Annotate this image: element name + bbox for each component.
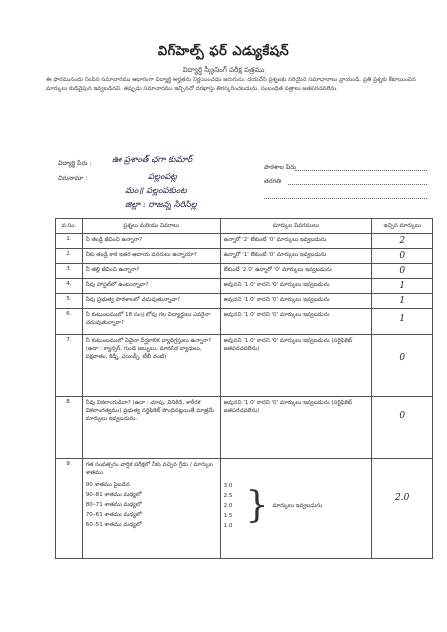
table-row (56, 309, 433, 335)
table-row (56, 249, 433, 264)
instructions-paragraph: ఈ ఫారమునందు నింపిన సమాచారము ఆధారంగా విద్యార్థి అర్హతను నిర్ణయించడం జరుగును. దయచేసి ప్రశ్నలకు సరియైన సమాధానాలు వ్రాయండి. ప్రతి ప్రశ్నకు కేటాయించిన మార్కులు కుడివైపున ఇవ్వబడినవి. తప్పుడు సమాచారము ఇచ్చినచో దరఖాస్తు తిరస్కరించబడును. సంబంధిత పత్రాలు జతపరచవలెను. (46, 77, 416, 93)
row-question: నీ తండ్రి జీవించి ఉన్నారా? (82, 234, 220, 249)
row-score: 1 (399, 296, 406, 306)
row-score: 0 (399, 266, 406, 276)
row-score: 2.0 (395, 493, 410, 503)
curly-brace: } (245, 485, 269, 526)
table-row (56, 264, 433, 279)
row-marks-rule: లేకుంటే '2.0' ఉన్నారో '0' మార్కులు ఇవ్వబడును (220, 264, 372, 279)
table-row (56, 234, 433, 249)
header-question: ప్రశ్నలు మరియు వివరాలు (82, 219, 220, 234)
row-score: 1 (399, 314, 406, 324)
grade-range: 90–81 శాతము మధ్యలో (85, 492, 142, 498)
row-score: 2 (399, 236, 406, 246)
row-question: నీ కుటుంబములో 18 సం॥ లోపు గల విద్యార్థులు ఎవరైనా చదువుతున్నారా? (82, 309, 220, 335)
header-serial: వ.సం. (56, 219, 83, 234)
table-row (56, 335, 433, 397)
row-number: 2. (56, 249, 83, 264)
row-score: 0 (399, 353, 406, 363)
grade-points: 1.0 (223, 523, 233, 529)
row-question: నీ తల్లి జీవించి ఉన్నారా? (82, 264, 220, 279)
table-row (56, 459, 433, 559)
blank-line (264, 198, 427, 199)
address-label: చిరునామా : (58, 175, 88, 182)
school-name-label: పాఠశాల పేరు (264, 164, 297, 171)
row-marks-rule: అవునని '1.0' కాదని '0' మార్కులు ఇవ్వబడును (220, 294, 372, 309)
school-name-line (295, 170, 427, 171)
address-line-2: మం॥ పల్లంపకుంట (125, 186, 187, 196)
header-given-marks: ఇచ్చిన మార్కులు (372, 219, 433, 234)
grade-points: 2.5 (223, 493, 233, 499)
row-number: 7. (56, 335, 83, 397)
row-question: నీవు హాస్టల్‌లో ఉంటున్నావా? (82, 279, 220, 294)
row-number: 9. (56, 459, 83, 559)
row-marks-rule: ఉన్నారో '1' లేకుంటే '0' మార్కులు ఇవ్వబడును (220, 249, 372, 264)
class-line (288, 184, 427, 185)
row-question: నీ కుటుంబములో ఏవైనా దీర్ఘకాలిక వ్యాధిగ్రస్తులు ఉన్నారా? (ఉదా : క్యాన్సర్, గుండె జబ్బులు, మానసిక వ్యాధులు, పక్షవాతం, కిడ్నీ, ఎయిడ్స్, టీబీ వంటి) (82, 335, 220, 397)
row-marks-rule: అవునని '1.0' కాదని '0' మార్కులు ఇవ్వబడును (సర్టిఫికెట్ జతపరచవలెను) (220, 335, 372, 397)
row-number: 3. (56, 264, 83, 279)
address-line-3: జిల్లా : రాజన్న సిరిసిల్ల (125, 200, 197, 210)
row-marks-rule: ఉన్నారో '2' లేకుంటే '0' మార్కులు ఇవ్వబడును (220, 234, 372, 249)
row-question (82, 459, 220, 559)
table-row (56, 397, 433, 459)
row-marks-rule: అవునని '1.0' కాదని '0' మార్కులు ఇవ్వబడును (220, 309, 372, 335)
grade-range: 60–51 శాతము మధ్యలో (85, 522, 142, 528)
row-marks-rule: అవునని '1.0' కాదని '0' మార్కులు ఇవ్వబడును (220, 279, 372, 294)
row-number: 4. (56, 279, 83, 294)
row-number: 5. (56, 294, 83, 309)
row-number: 6. (56, 309, 83, 335)
marks-table (55, 218, 433, 559)
table-row (56, 294, 433, 309)
student-name-label: విద్యార్థి పేరు : (58, 160, 92, 167)
row-question: నీకు తండ్రి కాక ఇతర ఆదాయ వనరులు ఉన్నాయా? (82, 249, 220, 264)
grade-points: 3.0 (223, 483, 233, 489)
grade-range: 80–71 శాతము మధ్యలో (85, 502, 142, 508)
table-row (56, 279, 433, 294)
row-number: 1. (56, 234, 83, 249)
row-score: 0 (399, 411, 406, 421)
header-marks-details: మార్కుల వివరములు (220, 219, 372, 234)
row-question: నీవు ప్రభుత్వ పాఠశాలలో చదువుతున్నావా? (82, 294, 220, 309)
class-label: తరగతి (264, 178, 281, 185)
grade-points: 1.5 (223, 513, 233, 519)
row-marks-rule (220, 459, 372, 559)
grade-range: 70–61 శాతము మధ్యలో (85, 512, 142, 518)
row-score: 1 (399, 281, 406, 291)
row-score: 0 (399, 251, 406, 261)
row-marks-rule: అవునని '1.0' కాదని '0' మార్కులు ఇవ్వబడును (సర్టిఫికెట్ జతపరచవలెను) (220, 397, 372, 459)
table-header-row (56, 219, 433, 234)
student-name-value: ఊ ప్రశాంత్ ఛగా కుమార్ (112, 155, 193, 165)
form-subtitle: విద్యార్థి స్క్రీనింగ్ పరీక్ష పత్రము (182, 66, 265, 74)
row-question: నీవు వికలాంగుడివా? (ఉదా : చూపు, వినికిడి, శారీరక వికలాంగత్వము) ప్రభుత్వ సర్టిఫికెట్ పొందినట్లయితే మాత్రమే మార్కులు ఇవ్వబడును. (82, 397, 220, 459)
grade-question: గత సంవత్సరం వార్షిక పరీక్షలో నీకు వచ్చిన గ్రేడు / మార్కుల శాతము (85, 462, 213, 476)
grade-range: 90 శాతము పైబడిన (85, 482, 130, 488)
row-number: 8. (56, 397, 83, 459)
address-line-1: పల్లంపట్ల (148, 172, 177, 182)
grade-points: 2.0 (223, 503, 233, 509)
grade-marks-note: మార్కులు ఇవ్వబడును (272, 503, 323, 509)
form-title: విగ్‌హెల్ప్ ఫర్ ఎడ్యుకేషన్ (157, 44, 290, 59)
